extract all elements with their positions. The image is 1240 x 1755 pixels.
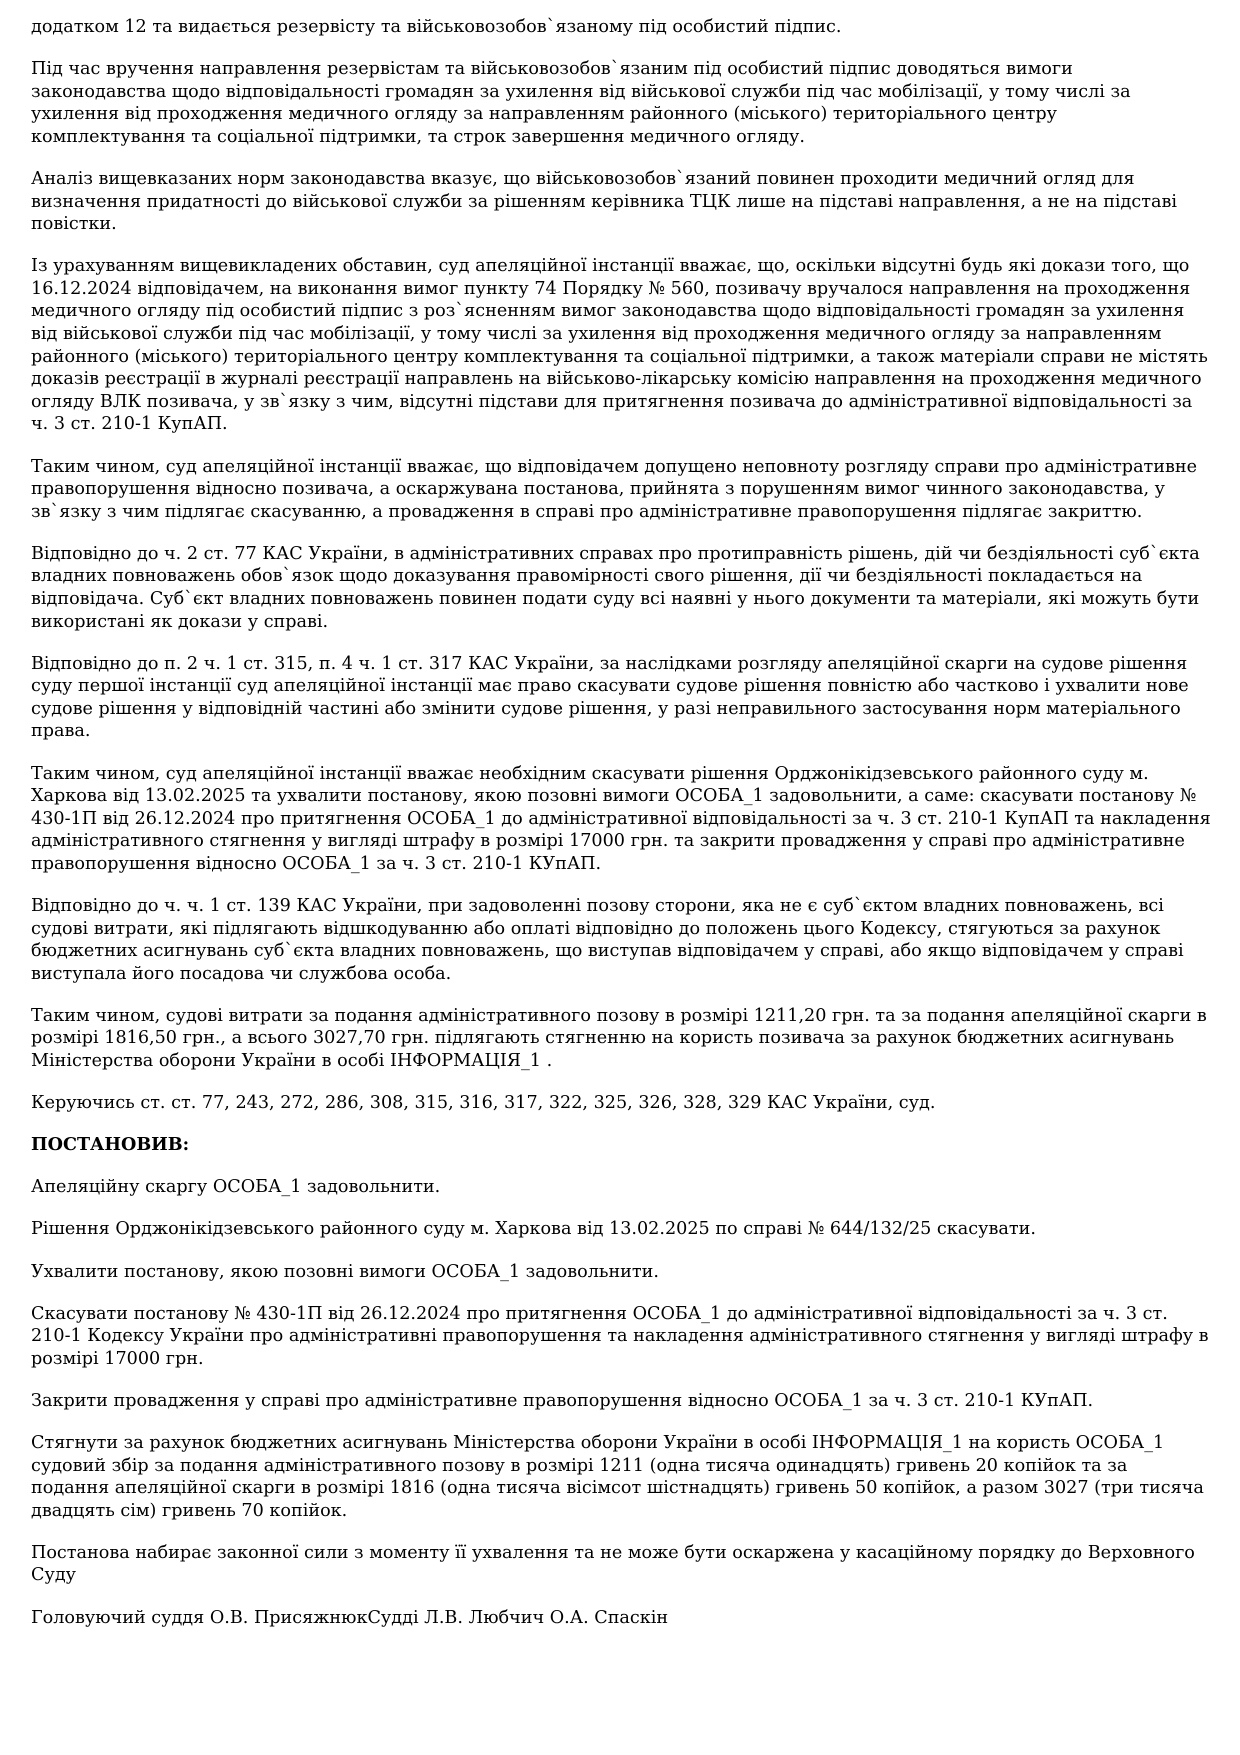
resolution-item-appeal-granted: Апеляційну скаргу ОСОБА_1 задовольнити.	[31, 1177, 441, 1198]
paragraph-court-costs-rule: Відповідно до ч. ч. 1 ст. 139 КАС України, при задоволенні позову сторони, яка не є суб`єктом владних повноважень, всі судові витрати, які підлягають відшкодуванню або оплаті відповідно до положень цього Кодексу, стягуються за рахунок бюджетних асигнувань суб`єкта владних повноважень, що виступав відповідачем у справі, або якщо відповідачем у справі виступала його посадова чи службова особа.	[31, 896, 1184, 984]
resolution-item-recover-costs: Стягнути за рахунок бюджетних асигнувань Міністерства оборони України в особі ІНФОРМАЦІЯ_1 на користь ОСОБА_1 судовий збір за подання адміністративного позову в розмірі 1211 (одна тисяча одинадцять) гривень 20 копійок та за подання апеляційної скарги в розмірі 1816 (одна тисяча вісімсот шістнадцять) гривень 50 копійок, а разом 3027 (три тисяча двадцять сім) гривень 70 копійок.	[31, 1433, 1204, 1521]
resolution-item-cancel-decision: Рішення Орджонікідзевського районного суду м. Харкова від 13.02.2025 по справі № 644/132/25 скасувати.	[31, 1219, 1036, 1240]
paragraph-court-costs-amount: Таким чином, судові витрати за подання адміністративного позову в розмірі 1211,20 грн. та за подання апеляційної скарги в розмірі 1816,50 грн., а всього 3027,70 грн. підлягають стягненню на користь позивача за рахунок бюджетних асигнувань Міністерства оборони України в особі ІНФОРМАЦІЯ_1 .	[31, 1005, 1207, 1072]
resolution-item-new-ruling: Ухвалити постанову, якою позовні вимоги ОСОБА_1 задовольнити.	[31, 1261, 659, 1282]
paragraph-decision-to-cancel: Таким чином, суд апеляційної інстанції вважає необхідним скасувати рішення Орджонікідзевського районного суду м. Харкова від 13.02.2025 та ухвалити постанову, якою позовні вимоги ОСОБА_1 задовольнити, а саме: скасувати постанову № 430-1П від 26.12.2024 про притягнення ОСОБА_1 до адміністративної відповідальності за ч. 3 ст. 210-1 КупАП та накладення адміністративного стягнення у вигляді штрафу в розмірі 17000 грн. та закрити провадження у справі про адміністративне правопорушення відносно ОСОБА_1 за ч. 3 ст. 210-1 КУпАП.	[31, 763, 1211, 874]
resolution-item-entry-into-force: Постанова набирає законної сили з моменту її ухвалення та не може бути оскаржена у касаційному порядку до Верховного Суду	[31, 1542, 1195, 1586]
paragraph-court-findings: Із урахуванням вищевикладених обставин, суд апеляційної інстанції вважає, що, оскільки відсутні будь які докази того, що 16.12.2024 відповідачем, на виконання вимог пункту 74 Порядку № 560, позивачу вручалося направлення на проходження медичного огляду під особистий підпис з роз`ясненням вимог законодавства щодо відповідальності громадян за ухилення від військової служби під час мобілізації, у тому числі за ухилення від проходження медичного огляду за направленням районного (міського) територіального центру комплектування та соціальної підтримки, а також матеріали справи не містять доказів реєстрації в журналі реєстрації направлень на військово-лікарську комісію направлення на проходження медичного огляду ВЛК позивача, у зв`язку з чим, відсутні підстави для притягнення позивача до адміністративної відповідальності за ч. 3 ст. 210-1 КупАП.	[31, 256, 1208, 435]
paragraph-burden-of-proof: Відповідно до ч. 2 ст. 77 КАС України, в адміністративних справах про протиправність рішень, дій чи бездіяльності суб`єкта владних повноважень обов`язок щодо доказування правомірності свого рішення, дії чи бездіяльності покладається на відповідача. Суб`єкт владних повноважень повинен подати суду всі наявні у нього документи та матеріали, які можуть бути використані як докази у справі.	[31, 543, 1200, 632]
paragraph-appeal-powers: Відповідно до п. 2 ч. 1 ст. 315, п. 4 ч. 1 ст. 317 КАС України, за наслідками розгляду апеляційної скарги на судове рішення суду першої інстанції суд апеляційної інстанції має право скасувати судове рішення повністю або частково і ухвалити нове судове рішення у відповідній частині або змінити судове рішення, у разі неправильного застосування норм матеріального права.	[31, 653, 1189, 742]
resolution-item-cancel-resolution: Скасувати постанову № 430-1П від 26.12.2024 про притягнення ОСОБА_1 до адміністративної відповідальності за ч. 3 ст. 210-1 Кодексу України про адміністративні правопорушення та накладення адміністративного стягнення у вигляді штрафу в розмірі 17000 грн.	[31, 1303, 1209, 1369]
paragraph-notice-delivery-continued: додатком 12 та видається резервісту та військовозобов`язаному під особистий підпис.	[31, 17, 842, 37]
resolution-item-close-proceedings: Закрити провадження у справі про адміністративне правопорушення відносно ОСОБА_1 за ч. 3 ст. 210-1 КУпАП.	[31, 1390, 1094, 1411]
paragraph-notice-requirements: Під час вручення направлення резервістам та військовозобов`язаним під особистий підпис доводяться вимоги законодавства щодо відповідальності громадян за ухилення від військової служби під час мобілізації, у тому числі за ухилення від проходження медичного огляду за направленням районного (міського) територіального центру комплектування та соціальної підтримки, та строк завершення медичного огляду.	[31, 59, 1131, 147]
paragraph-legal-basis: Керуючись ст. ст. 77, 243, 272, 286, 308, 315, 316, 317, 322, 325, 326, 328, 329 КАС України, суд.	[31, 1093, 936, 1114]
document-page	[31, 16, 1211, 1649]
resolution-heading: ПОСТАНОВИВ:	[31, 1134, 190, 1156]
paragraph-incomplete-review: Таким чином, суд апеляційної інстанції вважає, що відповідачем допущено неповноту розгляду справи про адміністративне правопорушення відносно позивача, а оскаржувана постанова, прийнята з порушенням вимог чинного законодавства, у зв`язку з чим підлягає скасуванню, а провадження в справі про адміністративне правопорушення підлягає закриттю.	[31, 456, 1198, 522]
signature-judges: Головуючий суддя О.В. ПрисяжнюкСудді Л.В. Любчич О.А. Спаскін	[31, 1607, 669, 1628]
paragraph-analysis-of-norms: Аналіз вищевказаних норм законодавства вказує, що військовозобов`язаний повинен проходити медичний огляд для визначення придатності до військової служби за рішенням керівника ТЦК лише на підставі направлення, а не на підставі повістки.	[31, 168, 1177, 235]
